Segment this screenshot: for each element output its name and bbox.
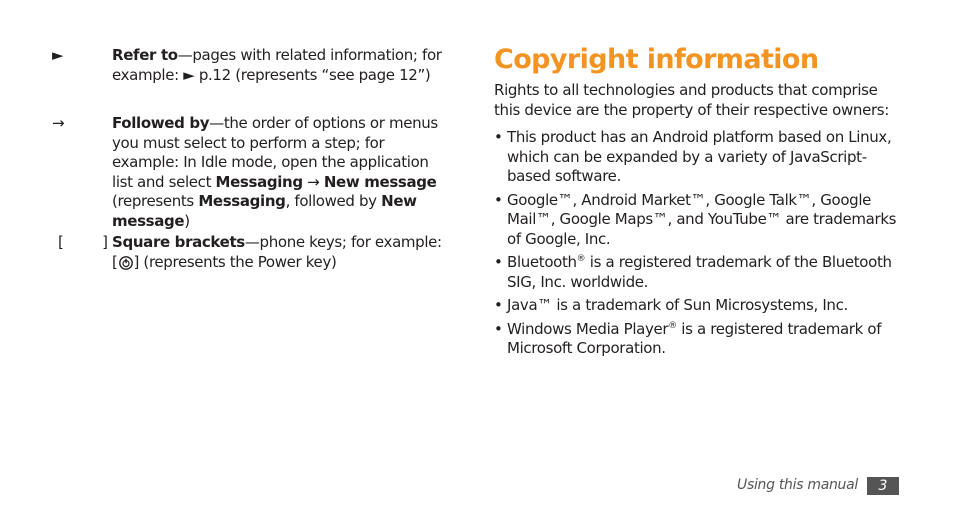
power-icon [119,256,133,276]
list-item-text-2: is a registered trademark of Microsoft Corporation. [507,319,882,357]
registered-mark: ® [668,320,677,331]
bullet-dot: • [494,319,503,338]
page-number-badge: 3 [867,477,899,495]
square-brackets-text: —phone keys; for example: [ [112,233,442,271]
menu-new-message: New message [323,172,437,191]
refer-to-description [112,46,447,85]
menu-arrow: → [302,172,324,191]
menu-new-message-2: New message [112,192,417,230]
footer-section-label: Using this manual [737,477,858,493]
bracket-left: [ [58,233,64,251]
followed-by-term: Followed by [112,114,210,132]
bullet-dot: • [494,128,503,146]
list-item [494,296,904,316]
bullet-dot: • [494,190,503,209]
square-brackets-text-2: ] (represents the Power key) [133,252,337,271]
trademark-list [494,128,904,363]
list-item-text: Java™ is a trademark of Sun Microsystems, Inc. [507,296,848,314]
refer-to-text: —pages with related information; for example: ► p.12 (represents “see page 12”) [112,46,442,84]
square-brackets-description [112,233,447,275]
list-item-text: Google™, Android Market™, Google Talk™, Google Mail™, Google Maps™, and YouTube™ are trademarks of Google, Inc. [507,190,897,248]
followed-by-text-2: (represents [112,192,199,210]
list-item [494,253,904,292]
list-item-text: Windows Media Player [507,319,669,338]
square-brackets-symbol [52,233,108,253]
menu-messaging-2: Messaging [198,192,286,210]
bullet-dot: • [494,296,503,314]
section-title: Copyright information [494,44,819,75]
followed-by-text-4: ) [184,211,190,230]
list-item [494,320,904,359]
followed-by-description [112,114,447,231]
square-brackets-term: Square brackets [112,233,245,251]
bracket-right: ] [102,233,108,251]
refer-to-symbol: ► [52,46,64,64]
copyright-intro: Rights to all technologies and products that comprise this device are the property of their respective owners: [494,81,889,119]
followed-by-text: —the order of options or menus you must select to perform a step; for example: In Idle mode, open the application list and select [112,114,438,191]
registered-mark: ® [576,254,586,264]
bullet-dot: • [494,253,503,271]
list-item [494,128,904,187]
refer-to-term: Refer to [112,46,178,64]
menu-messaging: Messaging [215,172,303,191]
followed-by-text-3: , followed by [285,192,382,210]
followed-by-symbol: → [52,114,65,132]
list-item-text: This product has an Android platform based on Linux, which can be expanded by a variety of JavaScript-based software. [507,128,892,185]
list-item-text: Bluetooth [507,253,577,271]
list-item [494,191,904,250]
list-item-text-2: is a registered trademark of the Bluetooth SIG, Inc. worldwide. [507,253,892,291]
